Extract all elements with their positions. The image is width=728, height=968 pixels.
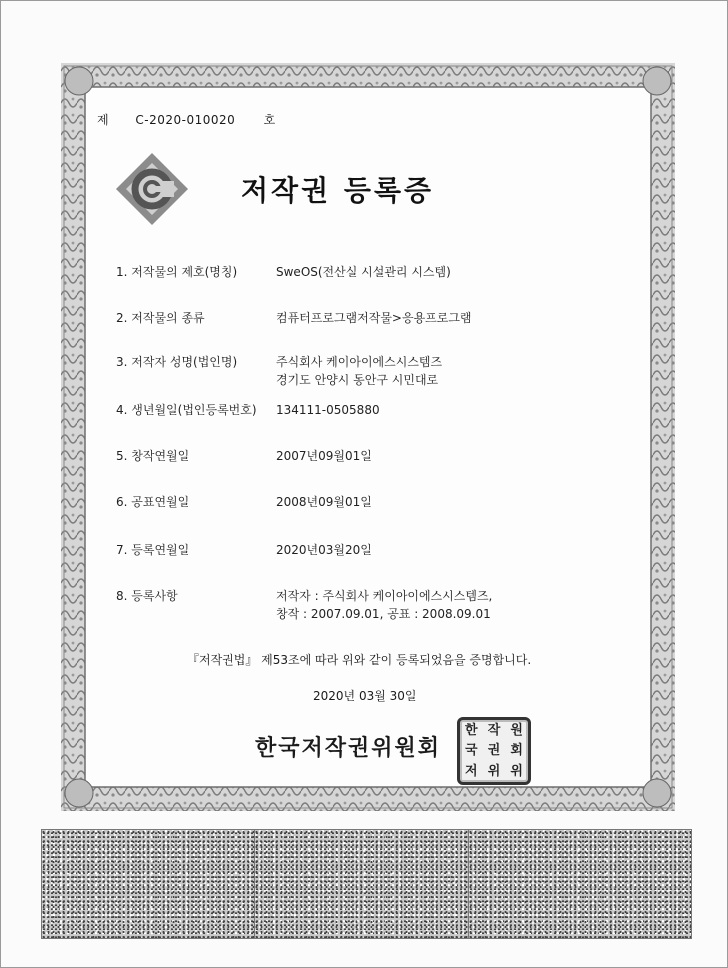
field-label: 8. 등록사항 bbox=[116, 589, 178, 603]
field-label: 6. 공표연월일 bbox=[116, 495, 190, 509]
security-pattern-panel bbox=[41, 829, 265, 939]
seal-character: 권 bbox=[487, 743, 501, 759]
certificate-number-suffix: 호 bbox=[263, 113, 276, 127]
security-pattern-panel bbox=[254, 829, 478, 939]
field-row-type bbox=[116, 309, 472, 326]
field-value bbox=[276, 541, 372, 559]
security-pattern-panel bbox=[468, 829, 692, 939]
seal-character: 국 bbox=[465, 743, 478, 759]
field-value-line: 134111-0505880 bbox=[276, 403, 380, 417]
field-label: 7. 등록연월일 bbox=[116, 543, 190, 557]
official-seal-stamp bbox=[457, 717, 531, 785]
field-label: 3. 저작자 성명(법인명) bbox=[116, 355, 238, 369]
copyright-c-logo-icon bbox=[114, 151, 190, 227]
field-row-registration-date bbox=[116, 541, 372, 558]
seal-character: 원 bbox=[510, 722, 523, 738]
field-row-creation-date bbox=[116, 447, 372, 464]
certificate-number-prefix: 제 bbox=[97, 113, 110, 127]
field-value bbox=[276, 309, 472, 327]
field-label: 1. 저작물의 제호(명칭) bbox=[116, 265, 238, 279]
field-value-line: 경기도 안양시 동안구 시민대로 bbox=[276, 373, 439, 387]
certificate-title: 저작권 등록증 bbox=[241, 174, 435, 207]
field-value-line: 저작자 : 주식회사 케이아이에스시스템즈, bbox=[276, 589, 493, 603]
field-value-line: 2008년09월01일 bbox=[276, 495, 372, 509]
issuer-name: 한국저작권위원회 bbox=[255, 736, 442, 761]
seal-character: 회 bbox=[510, 743, 523, 759]
field-value-line: 주식회사 케이아이에스시스템즈 bbox=[276, 355, 443, 369]
field-value bbox=[276, 493, 372, 511]
field-value-line: SweOS(전산실 시설관리 시스템) bbox=[276, 265, 451, 279]
field-value bbox=[276, 447, 372, 465]
field-value-line: 컴퓨터프로그램저작물>응용프로그램 bbox=[276, 311, 472, 325]
certificate-number-value: C-2020-010020 bbox=[135, 113, 236, 127]
field-label: 5. 창작연월일 bbox=[116, 449, 190, 463]
field-value bbox=[276, 353, 442, 389]
field-row-publication-date bbox=[116, 493, 372, 510]
seal-character: 저 bbox=[465, 764, 478, 780]
certificate-number bbox=[97, 111, 276, 128]
field-row-registration-number bbox=[116, 401, 380, 418]
field-value bbox=[276, 263, 451, 281]
seal-character: 위 bbox=[487, 764, 501, 780]
seal-character: 위 bbox=[510, 764, 523, 780]
certification-statement: 『저작권법』 제53조에 따라 위와 같이 등록되었음을 증명합니다. bbox=[187, 653, 532, 667]
field-row-title bbox=[116, 263, 451, 280]
issue-date: 2020년 03월 30일 bbox=[313, 689, 417, 703]
field-value-line: 2007년09월01일 bbox=[276, 449, 372, 463]
seal-character: 작 bbox=[487, 722, 501, 738]
field-row-registration-details bbox=[116, 587, 493, 621]
field-value bbox=[276, 587, 492, 623]
field-label: 2. 저작물의 종류 bbox=[116, 311, 205, 325]
field-value bbox=[276, 401, 380, 419]
field-value-line: 2020년03월20일 bbox=[276, 543, 372, 557]
field-label: 4. 생년월일(법인등록번호) bbox=[116, 403, 257, 417]
field-value-line: 창작 : 2007.09.01, 공표 : 2008.09.01 bbox=[276, 607, 491, 621]
field-row-author bbox=[116, 353, 443, 387]
seal-character: 한 bbox=[465, 722, 478, 738]
